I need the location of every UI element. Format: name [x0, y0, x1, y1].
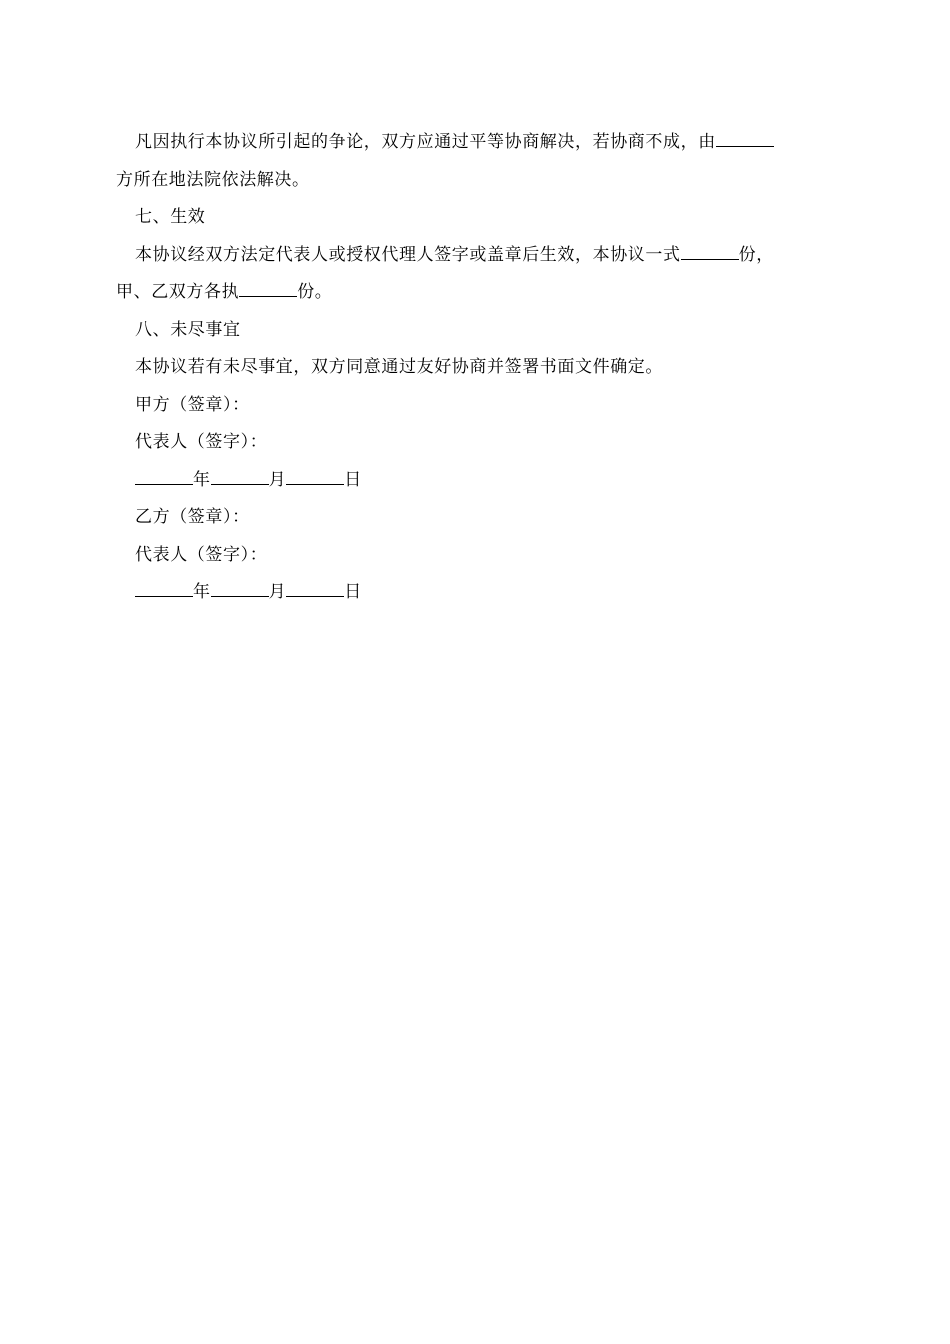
- party-a-seal-label: 甲方（签章）：: [135, 394, 250, 415]
- party-b-year-label: 年: [193, 582, 211, 602]
- party-a-month-label: 月: [268, 469, 287, 490]
- party-b-year-blank: [135, 577, 193, 597]
- party-a-year-label: 年: [193, 469, 211, 490]
- effect-clause-suffix: 份，: [738, 244, 774, 265]
- document-content: [116, 124, 836, 612]
- dispute-clause-line-1: [116, 124, 836, 162]
- effect-clause-suffix-2: 份。: [297, 282, 333, 302]
- party-b-seal-label: 乙方（签章）：: [135, 507, 250, 527]
- party-b-month-label: 月: [268, 582, 287, 602]
- court-party-blank: [716, 127, 774, 147]
- party-b-rep-label: 代表人（签字）：: [135, 544, 268, 565]
- effect-clause-line-2: [116, 274, 836, 312]
- party-b-date-line: [116, 574, 836, 612]
- remaining-matters-clause: 本协议若有未尽事宜，双方同意通过友好协商并签署书面文件确定。: [135, 357, 663, 377]
- section-8-heading: 八、未尽事宜: [135, 319, 241, 340]
- party-a-day-blank: [286, 465, 344, 485]
- effect-clause-text: 本协议经双方法定代表人或授权代理人签字或盖章后生效，本协议一式: [135, 244, 681, 265]
- party-a-day-label: 日: [344, 469, 362, 490]
- party-a-rep-label: 代表人（签字）：: [135, 432, 268, 452]
- section-7-heading: 七、生效: [135, 207, 206, 227]
- party-b-day-blank: [286, 577, 344, 597]
- party-a-month-blank: [211, 465, 269, 485]
- copies-each-blank: [239, 277, 297, 297]
- effect-clause-line-1: [116, 237, 836, 275]
- effect-clause-text-2: 甲、乙双方各执: [116, 282, 240, 302]
- copies-total-blank: [681, 240, 739, 260]
- dispute-clause-text: 凡因执行本协议所引起的争论，双方应通过平等协商解决，若协商不成，由: [135, 132, 716, 152]
- dispute-clause-text-2: 方所在地法院依法解决。: [116, 169, 310, 190]
- party-a-date-line: [116, 462, 836, 500]
- dispute-clause-line-2: [116, 162, 836, 200]
- party-b-month-blank: [211, 577, 269, 597]
- party-a-year-blank: [135, 465, 193, 485]
- party-b-day-label: 日: [344, 582, 362, 602]
